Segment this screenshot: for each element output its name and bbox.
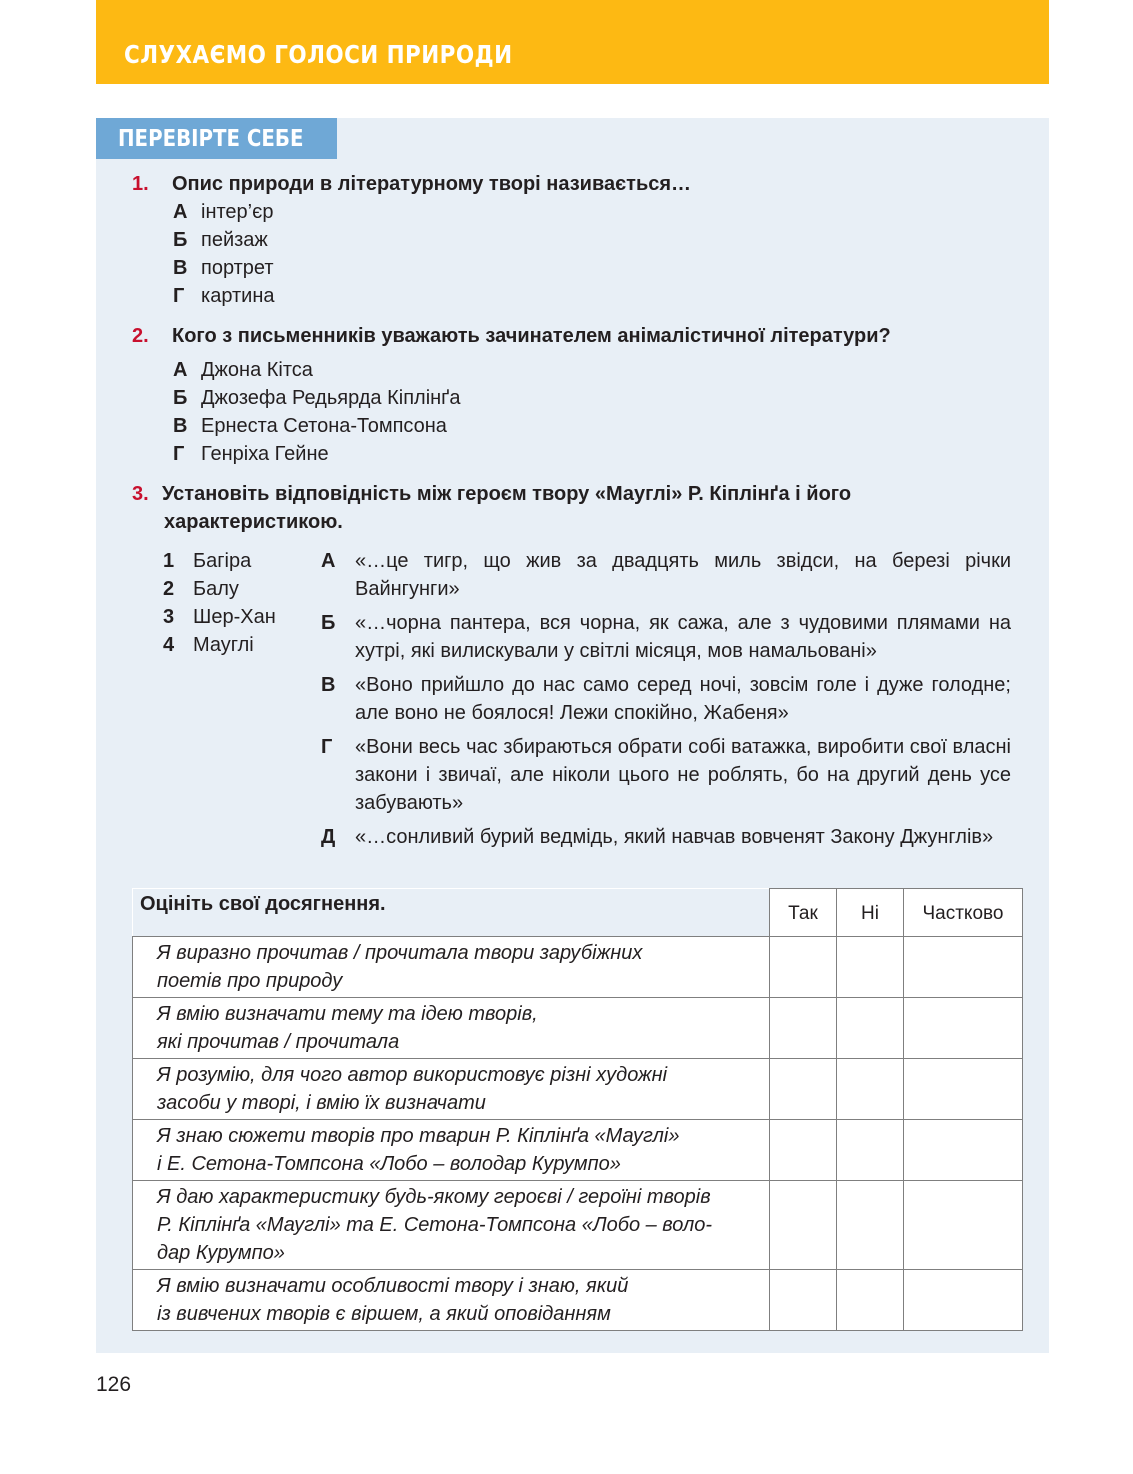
- character-name: Багіра: [193, 550, 252, 572]
- question-1-option: [173, 198, 273, 226]
- answer-cell-partly[interactable]: [904, 1181, 1023, 1270]
- option-letter: Б: [173, 229, 188, 251]
- option-letter: Г: [173, 285, 185, 307]
- table-row: [133, 1120, 1023, 1181]
- self-check-panel: [96, 118, 1049, 1353]
- statement-cell: [133, 1120, 770, 1181]
- option-letter: В: [173, 415, 188, 437]
- statement-cell: [133, 937, 770, 998]
- question-1-option: [173, 282, 275, 310]
- quote-text: «Воно прийшло до нас само серед ночі, зовсім голе і дуже голодне; але воно не боялося! Лежи спокійно, Жабеня»: [355, 674, 1011, 724]
- table-row: [133, 998, 1023, 1059]
- answer-cell-yes[interactable]: [770, 1059, 837, 1120]
- question-2-option: [173, 384, 461, 412]
- option-letter: Г: [173, 443, 185, 465]
- statement-cell: [133, 1181, 770, 1270]
- option-text: Джона Кітса: [201, 359, 313, 381]
- answer-cell-no[interactable]: [837, 1120, 904, 1181]
- question-2-number: 2.: [132, 325, 149, 347]
- quote-letter: Б: [321, 612, 336, 634]
- character-item: [163, 631, 254, 659]
- table-row: [133, 1181, 1023, 1270]
- statement-cell: [133, 1059, 770, 1120]
- quote-letter: В: [321, 674, 336, 696]
- quote-text: «Вони весь час збираються обрати собі ватажка, виробити свої власні закони і звичаї, але ніколи цього не роблять, бо на другий день усе забувають»: [355, 736, 1011, 814]
- column-header-partly: Частково: [904, 889, 1023, 937]
- statement-line: засоби у творі, і вмію їх визначати: [157, 1092, 486, 1114]
- self-assessment-table: [132, 888, 1023, 1331]
- character-name: Балу: [193, 578, 239, 600]
- character-name: Мауглі: [193, 634, 254, 656]
- character-number: 2: [163, 578, 175, 600]
- statement-line: і Е. Сетона-Томпсона «Лобо – володар Курумпо»: [157, 1153, 621, 1175]
- statement-line: Р. Кіплінґа «Мауглі» та Е. Сетона-Томпсона «Лобо – воло-: [157, 1214, 713, 1236]
- question-1-text: Опис природи в літературному творі називається…: [172, 173, 692, 195]
- option-text: інтер’єр: [201, 201, 274, 223]
- answer-cell-partly[interactable]: [904, 998, 1023, 1059]
- table-row: [133, 1270, 1023, 1331]
- answer-cell-yes[interactable]: [770, 1270, 837, 1331]
- answer-cell-yes[interactable]: [770, 1181, 837, 1270]
- option-text: Ернеста Сетона-Томпсона: [201, 415, 447, 437]
- column-header-yes: Так: [770, 889, 837, 937]
- statement-cell: [133, 998, 770, 1059]
- question-2-option: [173, 412, 447, 440]
- quote-letter: Д: [321, 826, 336, 848]
- assessment-title: Оцініть свої досягнення.: [140, 893, 386, 915]
- quote-text: «…сонливий бурий ведмідь, який навчав вовченят Закону Джунглів»: [355, 826, 994, 848]
- option-letter: А: [173, 201, 188, 223]
- column-header-no: Ні: [837, 889, 904, 937]
- option-letter: В: [173, 257, 188, 279]
- question-1-option: [173, 226, 268, 254]
- statement-line: які прочитав / прочитала: [157, 1031, 400, 1053]
- option-text: пейзаж: [201, 229, 268, 251]
- answer-cell-no[interactable]: [837, 1270, 904, 1331]
- chapter-title: СЛУХАЄМО ГОЛОСИ ПРИРОДИ: [124, 40, 513, 69]
- character-item: [163, 603, 276, 631]
- answer-cell-yes[interactable]: [770, 937, 837, 998]
- chapter-banner: [96, 0, 1049, 84]
- character-number: 1: [163, 550, 175, 572]
- section-tab: [96, 118, 337, 159]
- quote-text: «…це тигр, що жив за двадцять миль звідси, на березі річки Вайнгунги»: [355, 550, 1011, 600]
- option-letter: А: [173, 359, 188, 381]
- answer-cell-no[interactable]: [837, 937, 904, 998]
- statement-line: Я знаю сюжети творів про тварин Р. Кіплінґа «Мауглі»: [157, 1125, 680, 1147]
- question-3-number: 3.: [132, 483, 149, 505]
- question-3-text-line1: Установіть відповідність між героєм твору «Мауглі» Р. Кіплінґа і його: [162, 483, 852, 505]
- quote-letter: А: [321, 550, 336, 572]
- table-row: [133, 1059, 1023, 1120]
- option-text: Джозефа Редьярда Кіплінґа: [201, 387, 461, 409]
- question-2-option: [173, 356, 313, 384]
- option-text: портрет: [201, 257, 274, 279]
- character-item: [163, 575, 239, 603]
- quote-text: «…чорна пантера, вся чорна, як сажа, але з чудовими плямами на хутрі, які вилискували у світлі місяця, мов намальовані»: [355, 612, 1011, 662]
- question-1-number: 1.: [132, 173, 149, 195]
- table-row: [133, 937, 1023, 998]
- page-number: 126: [96, 1373, 132, 1396]
- question-2-text: Кого з письменників уважають зачинателем анімалістичної літератури?: [172, 325, 891, 347]
- statement-line: поетів про природу: [157, 970, 343, 992]
- option-text: картина: [201, 285, 275, 307]
- option-letter: Б: [173, 387, 188, 409]
- answer-cell-partly[interactable]: [904, 1059, 1023, 1120]
- statement-line: Я даю характеристику будь-якому героєві / героїні творів: [157, 1186, 711, 1208]
- quote-letter: Г: [321, 736, 333, 758]
- statement-line: із вивчених творів є віршем, а який оповіданням: [157, 1303, 611, 1325]
- answer-cell-no[interactable]: [837, 1059, 904, 1120]
- answer-cell-partly[interactable]: [904, 1270, 1023, 1331]
- question-3-text-line2: характеристикою.: [164, 511, 343, 533]
- statement-line: Я виразно прочитав / прочитала твори зарубіжних: [157, 942, 643, 964]
- statement-line: Я розумію, для чого автор використовує різні художні: [157, 1064, 668, 1086]
- answer-cell-yes[interactable]: [770, 1120, 837, 1181]
- answer-cell-no[interactable]: [837, 998, 904, 1059]
- option-text: Генріха Гейне: [201, 443, 329, 465]
- question-1-option: [173, 254, 274, 282]
- statement-line: Я вмію визначати особливості твору і знаю, який: [157, 1275, 629, 1297]
- question-2-option: [173, 440, 329, 468]
- section-title: ПЕРЕВІРТЕ СЕБЕ: [118, 126, 304, 152]
- statement-cell: [133, 1270, 770, 1331]
- statement-line: Я вмію визначати тему та ідею творів,: [157, 1003, 538, 1025]
- character-number: 3: [163, 606, 175, 628]
- answer-cell-partly[interactable]: [904, 1120, 1023, 1181]
- character-item: [163, 547, 251, 575]
- character-number: 4: [163, 634, 175, 656]
- statement-line: дар Курумпо»: [157, 1242, 285, 1264]
- answer-cell-no[interactable]: [837, 1181, 904, 1270]
- character-name: Шер-Хан: [193, 606, 276, 628]
- answer-cell-partly[interactable]: [904, 937, 1023, 998]
- answer-cell-yes[interactable]: [770, 998, 837, 1059]
